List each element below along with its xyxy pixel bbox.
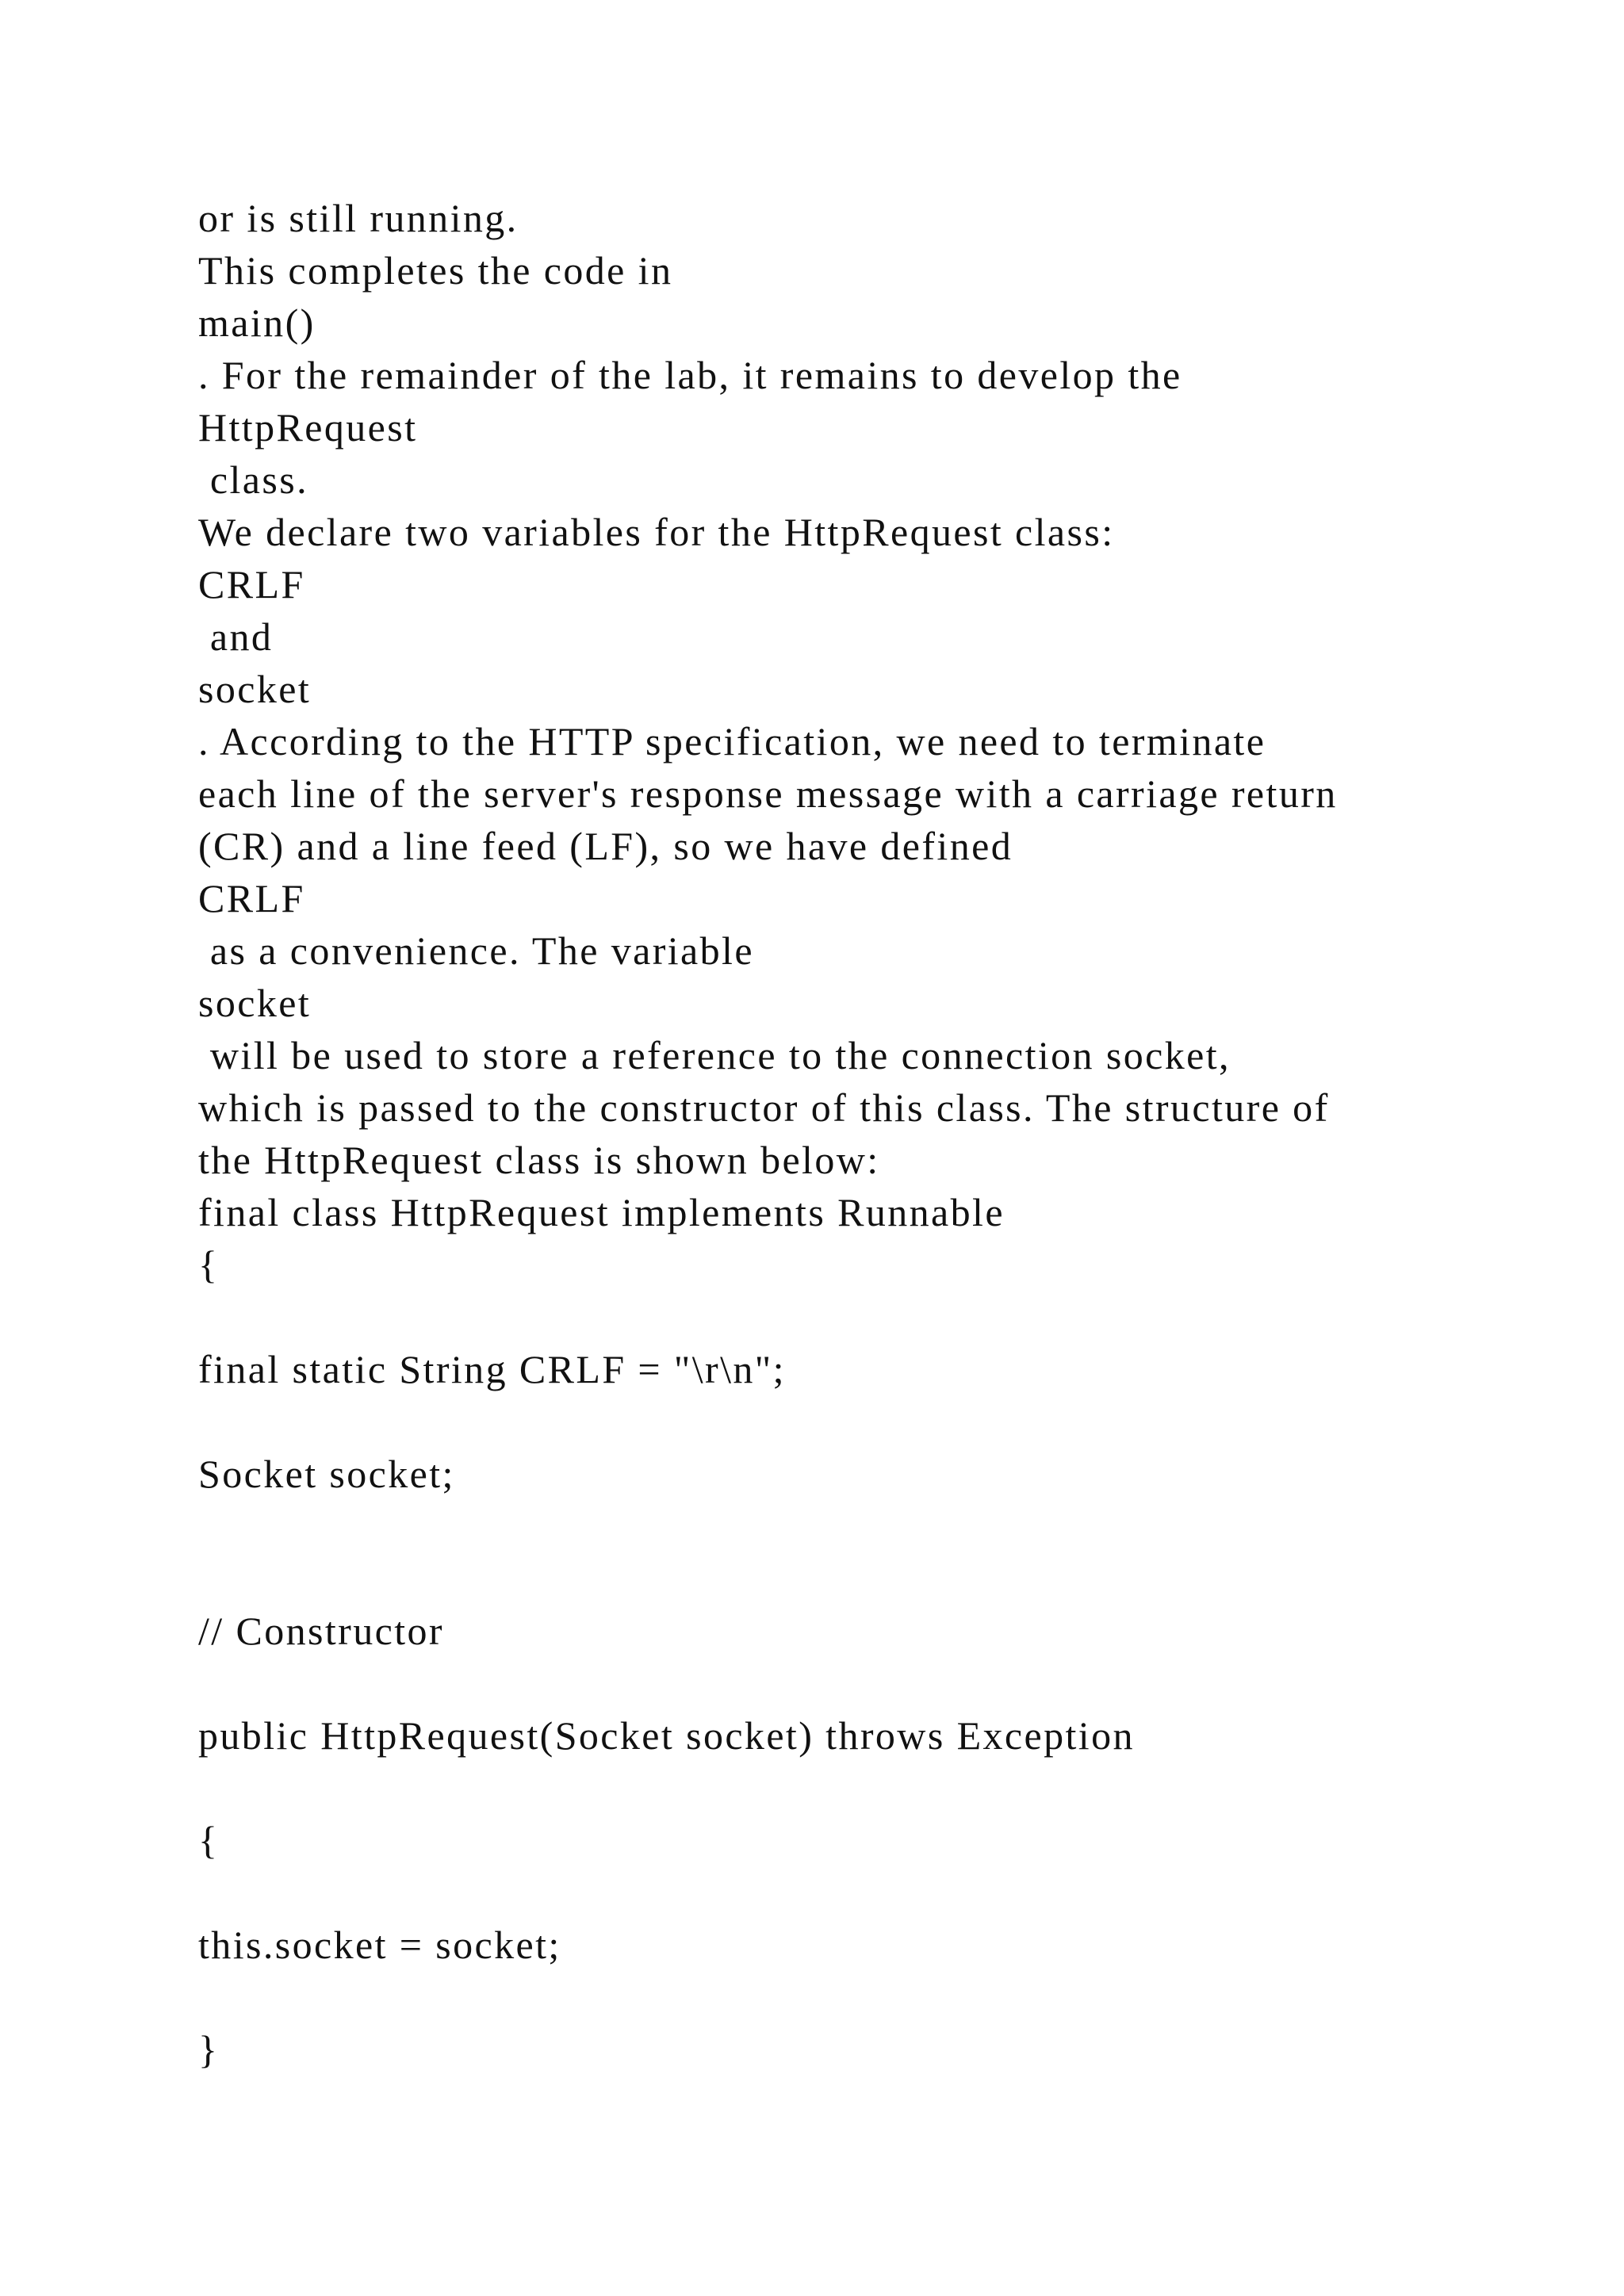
blank-line (198, 1552, 1507, 1605)
text-line: CRLF (198, 562, 305, 607)
text-line: the HttpRequest class is shown below: (198, 1138, 880, 1182)
text-line: will be used to store a reference to the connection socket, (198, 1033, 1231, 1077)
text-line: (CR) and a line feed (LF), so we have defined (198, 824, 1013, 868)
text-line: each line of the server's response message with a carriage return (198, 771, 1338, 816)
text-line: socket (198, 667, 312, 711)
text-line: which is passed to the constructor of this class. The structure of (198, 1085, 1330, 1130)
code-line: final static String CRLF = "\r\n"; (198, 1347, 786, 1391)
blank-line (198, 1657, 1507, 1709)
blank-line (198, 1762, 1507, 1814)
blank-line (198, 1291, 1507, 1343)
text-line: . According to the HTTP specification, we need to terminate (198, 719, 1266, 763)
text-line: socket (198, 981, 312, 1025)
blank-line (198, 1971, 1507, 2023)
code-line: final class HttpRequest implements Runnable (198, 1190, 1005, 1234)
code-line: this.socket = socket; (198, 1923, 561, 1967)
blank-line (198, 1395, 1507, 1448)
code-comment-line: // Constructor (198, 1609, 444, 1653)
code-line: } (198, 2027, 220, 2072)
text-line: We declare two variables for the HttpRequest class: (198, 510, 1115, 554)
code-line: public HttpRequest(Socket socket) throws Exception (198, 1713, 1135, 1758)
blank-line (198, 1866, 1507, 1919)
blank-line (198, 1500, 1507, 1552)
text-line: and (198, 614, 274, 659)
code-line: { (198, 1242, 220, 1287)
text-line: as a convenience. The variable (198, 928, 754, 973)
code-line: Socket socket; (198, 1452, 455, 1496)
text-line: or is still running. (198, 196, 519, 240)
text-line: This completes the code in (198, 248, 673, 293)
text-line: class. (198, 457, 308, 502)
code-line: { (198, 1818, 220, 1862)
text-line: CRLF (198, 876, 305, 920)
text-line: HttpRequest (198, 405, 418, 450)
text-line: main() (198, 300, 316, 345)
text-line: . For the remainder of the lab, it remains to develop the (198, 353, 1182, 397)
document-body (198, 192, 1507, 2076)
